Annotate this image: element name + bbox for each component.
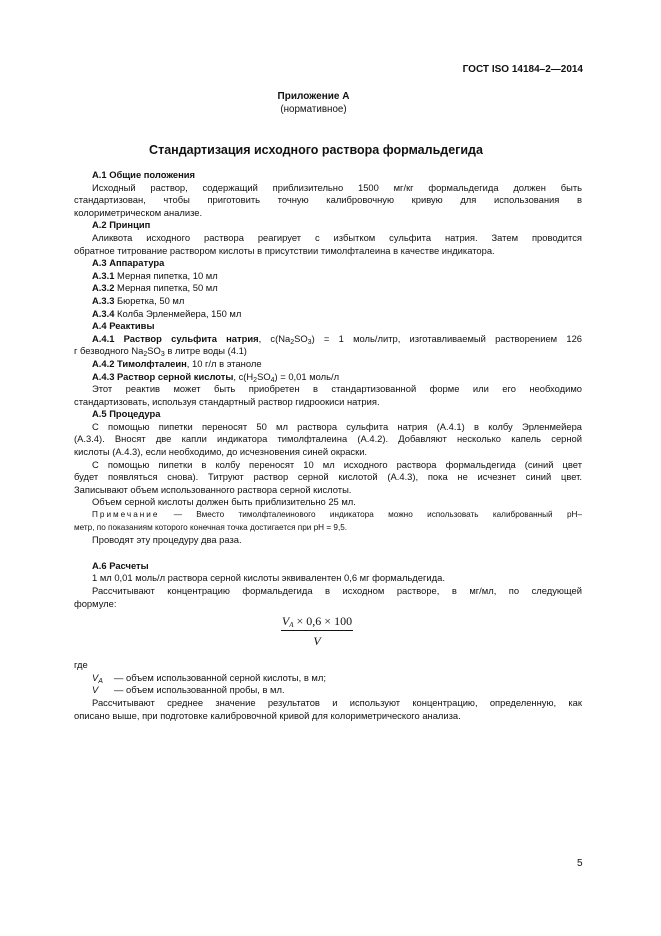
paragraph-line: Объем серной кислоты должен быть приблизительно 25 мл. xyxy=(92,496,356,508)
paragraph-line: Проводят эту процедуру два раза. xyxy=(92,534,242,546)
reagent-line xyxy=(74,345,582,358)
paragraph-line: стандартизовать, используя стандартный раствор гидроокиси натрия. xyxy=(74,395,380,407)
formula xyxy=(74,615,582,653)
list-item xyxy=(74,295,582,308)
section-heading-a5: А.5 Процедура xyxy=(92,408,161,420)
text-run: SO xyxy=(257,370,271,382)
paragraph-line: С помощью пипетки в колбу переносят 10 мл исходного раствора формальдегида (синий цвет xyxy=(92,458,582,470)
annex-kind: (нормативное) xyxy=(280,103,347,115)
section-heading-a6: А.6 Расчеты xyxy=(92,559,149,571)
formula-variable: V xyxy=(281,614,290,629)
item-number: А.3.2 xyxy=(92,282,115,294)
variable-text: — объем использованной пробы, в мл. xyxy=(114,684,285,696)
text-run: , 10 г/л в этаноле xyxy=(186,357,262,369)
paragraph-line: стандартизован, чтобы приготовить точную калибровочную кривую для использования в xyxy=(74,194,582,206)
spacer xyxy=(74,547,582,560)
note-line xyxy=(74,509,582,522)
item-text: Колба Эрленмейера, 150 мл xyxy=(114,307,242,319)
paragraph-line: Аликвота исходного раствора реагирует с избытком сульфита натрия. Затем проводится xyxy=(92,231,582,243)
subscript: 2 xyxy=(143,351,148,359)
formula-numerator xyxy=(281,615,353,631)
item-number: А.3.3 xyxy=(92,294,115,306)
reagent-line xyxy=(74,371,582,384)
symbol-letter: V xyxy=(92,671,99,683)
paragraph-line: Исходный раствор, содержащий приблизительно 1500 мг/кг формальдегида должен быть xyxy=(92,181,582,193)
paragraph-line: формуле: xyxy=(74,597,117,609)
annex-title: Приложение А xyxy=(277,91,350,102)
page-number: 5 xyxy=(577,858,583,869)
symbol-subscript: A xyxy=(98,677,103,685)
item-text: Бюретка, 50 мл xyxy=(114,294,185,306)
paragraph-line: кислоты (А.4.3), если необходимо, до исчезновения синей окраски. xyxy=(74,446,368,458)
formula-terms: × 0,6 × 100 xyxy=(293,614,353,629)
reagent-name: А.4.3 Раствор серной кислоты xyxy=(92,370,234,382)
page-title: Стандартизация исходного раствора формальдегида xyxy=(149,143,483,157)
list-item xyxy=(74,308,582,321)
text-run: SO xyxy=(294,332,308,344)
list-item xyxy=(74,270,582,283)
formula-denominator: V xyxy=(313,634,321,649)
text-run: SO xyxy=(147,345,161,357)
reagent-name: А.4.1 Раствор сульфита натрия xyxy=(92,332,259,344)
document-body xyxy=(74,169,582,722)
section-heading-a3: А.3 Аппаратура xyxy=(92,257,165,269)
where-label: где xyxy=(74,659,88,671)
paragraph-line: (А.3.4). Вносят две капли индикатора тимолфталеина (А.4.2). Добавляют несколько капель серной xyxy=(74,433,582,445)
text-run: , c(Na xyxy=(258,332,291,344)
subscript: 4 xyxy=(270,376,275,384)
section-heading-a4: А.4 Реактивы xyxy=(92,320,155,332)
subscript: 2 xyxy=(253,376,258,384)
paragraph-line: 1 мл 0,01 моль/л раствора серной кислоты эквивалентен 0,6 мг формальдегида. xyxy=(92,572,445,584)
note-label: Примечание xyxy=(92,510,160,520)
paragraph-line: Этот реактив может быть приобретен в стандартизованной форме или его необходимо xyxy=(92,383,582,395)
formula-subscript: A xyxy=(289,621,294,630)
text-run: ) = 1 моль/литр, изготавливаемый растворением 126 xyxy=(311,332,583,344)
text-run: ) = 0,01 моль/л xyxy=(274,370,340,382)
text-run: в литре воды (4.1) xyxy=(164,345,247,357)
subscript: 3 xyxy=(160,351,165,359)
paragraph-line: будет появляться снова). Титруют раствор серной кислотой (А.4.3), пока не исчезнет синий цвет. xyxy=(74,471,582,483)
list-item xyxy=(74,282,582,295)
variable-symbol xyxy=(92,684,114,697)
paragraph-line: Рассчитывают среднее значение результатов и используют концентрацию, определенную, как xyxy=(92,696,582,708)
reagent-line xyxy=(74,358,582,371)
item-number: А.3.4 xyxy=(92,307,115,319)
text-run: г безводного Na xyxy=(74,345,144,357)
item-text: Мерная пипетка, 10 мл xyxy=(114,269,218,281)
section-heading-a2: А.2 Принцип xyxy=(92,219,151,231)
variable-symbol xyxy=(92,672,114,685)
paragraph-line: описано выше, при подготовке калибровочной кривой для колориметрического анализа. xyxy=(74,709,461,721)
paragraph-line: Рассчитывают концентрацию формальдегида в исходном растворе, в мг/мл, по следующей xyxy=(92,585,582,596)
standard-number: ГОСТ ISO 14184–2—2014 xyxy=(462,64,583,75)
variable-text: — объем использованной серной кислоты, в мл; xyxy=(114,671,326,683)
variable-definition xyxy=(74,672,582,685)
subscript: 2 xyxy=(290,338,295,346)
item-number: А.3.1 xyxy=(92,269,115,281)
paragraph-line: С помощью пипетки переносят 50 мл раствора сульфита натрия (А.4.1) в колбу Эрленмейера xyxy=(92,420,582,432)
text-run: , c(H xyxy=(233,370,254,382)
item-text: Мерная пипетка, 50 мл xyxy=(114,282,218,294)
paragraph-line: колориметрическом анализе. xyxy=(74,206,203,218)
note-text: — Вместо тимолфталеинового индикатора можно использовать калиброванный рН– xyxy=(159,510,582,520)
reagent-line xyxy=(74,333,582,346)
section-heading-a1: А.1 Общие положения xyxy=(92,169,195,180)
subscript: 3 xyxy=(307,338,312,346)
paragraph-line: обратное титрование раствором кислоты в присутствии тимолфталеина в качестве индикатора. xyxy=(74,244,495,256)
symbol-letter: V xyxy=(92,684,99,696)
paragraph-line: Записывают объем использованного раствора серной кислоты. xyxy=(74,483,352,495)
annex-header xyxy=(0,91,627,116)
reagent-name: А.4.2 Тимолфталеин xyxy=(92,357,187,369)
variable-definition xyxy=(74,684,582,697)
note-line: метр, по показаниям которого конечная точка достигается при рН = 9,5. xyxy=(74,522,348,532)
